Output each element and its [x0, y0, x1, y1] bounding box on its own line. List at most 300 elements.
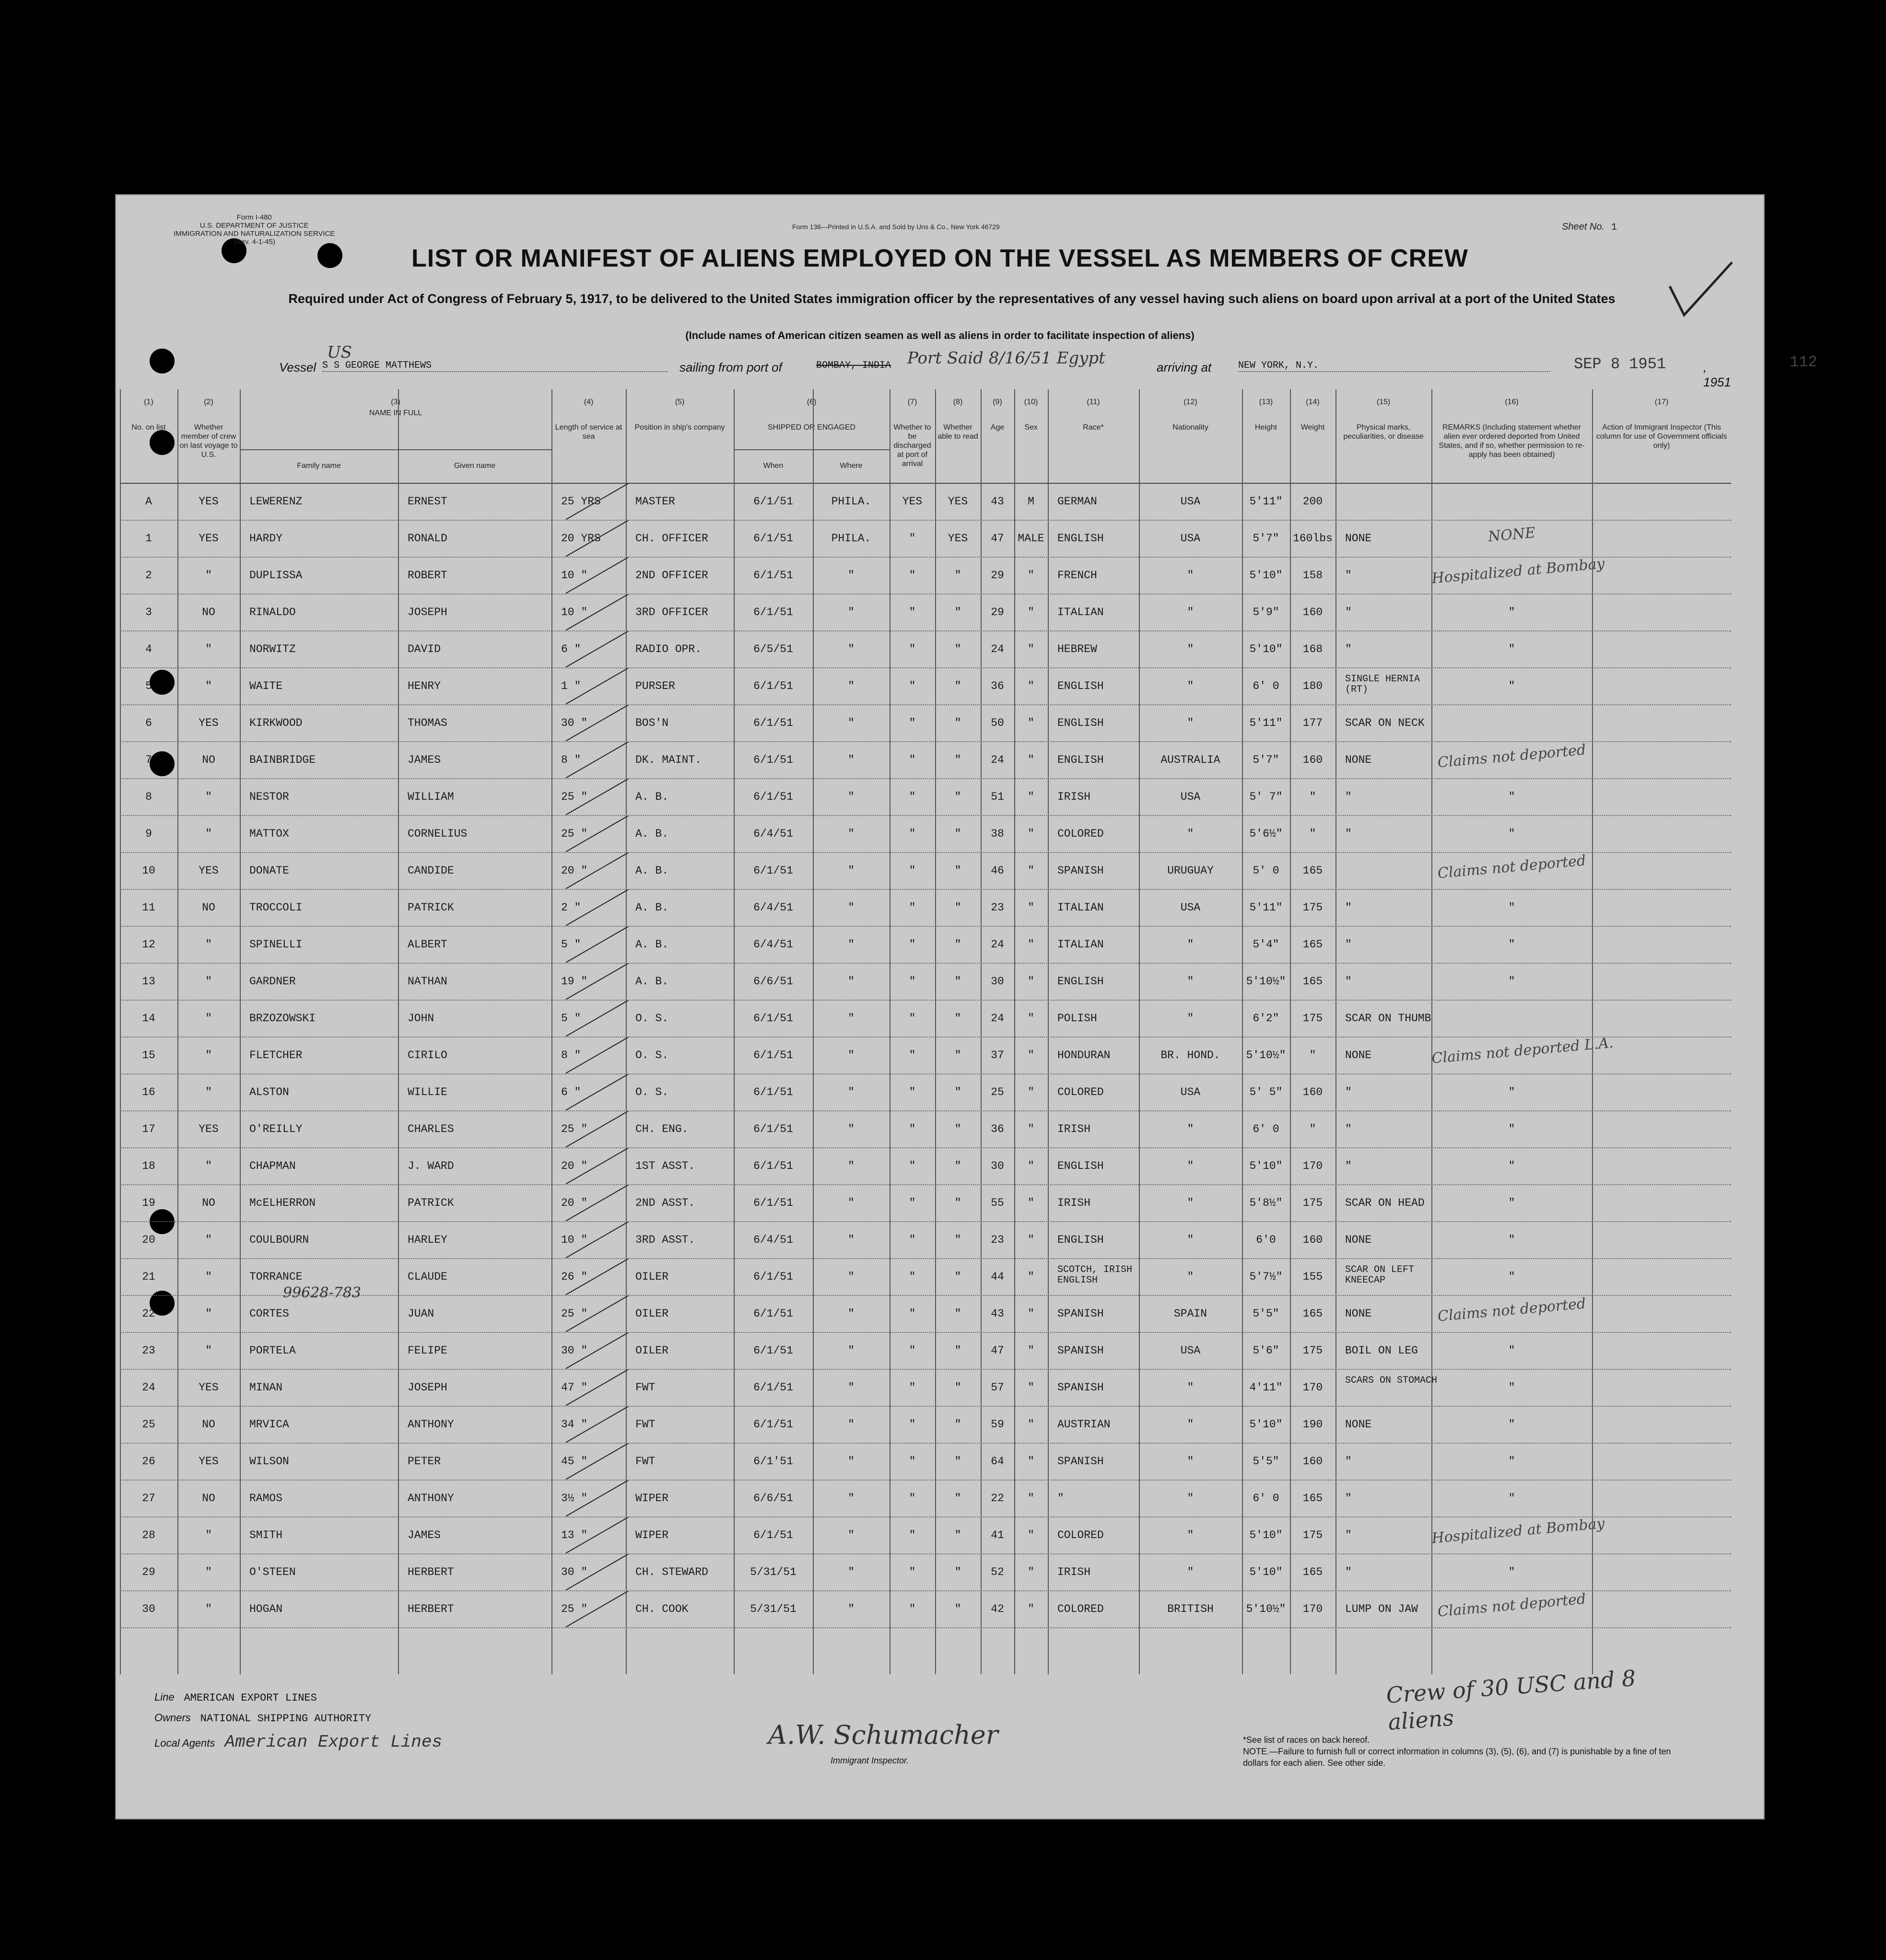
col-height-header: Height — [1254, 423, 1277, 432]
cell-sex: " — [1028, 791, 1034, 803]
cell-height: 5'5" — [1253, 1455, 1279, 1468]
cell-marks: SCAR ON HEAD — [1345, 1197, 1425, 1209]
sheet-number — [1562, 222, 1617, 233]
cell-family: TORRANCE — [249, 1271, 303, 1283]
cell-sex: " — [1028, 1566, 1034, 1578]
cell-race: COLORED — [1057, 828, 1104, 840]
cell-when: 6/1/51 — [753, 864, 793, 877]
cell-disch: " — [909, 1603, 916, 1615]
cell-remarks: Claims not deported — [1437, 741, 1587, 771]
cell-read: YES — [948, 495, 968, 508]
cell-remarks: Claims not deported — [1437, 1295, 1587, 1325]
cell-family: ALSTON — [249, 1086, 289, 1098]
cell-sex: " — [1028, 1381, 1034, 1394]
header-separator — [734, 449, 890, 450]
cell-prev: NO — [202, 606, 215, 618]
cell-service: 2 " — [561, 901, 581, 914]
cell-service: 45 " — [561, 1455, 588, 1468]
cell-height: 6' 0 — [1253, 1492, 1279, 1505]
cell-race: COLORED — [1057, 1529, 1104, 1541]
cell-family: NORWITZ — [249, 643, 296, 655]
cell-sex: " — [1028, 1049, 1034, 1062]
cell-family: DUPLISSA — [249, 569, 303, 582]
cell-when: 6/4/51 — [753, 828, 793, 840]
port-struck: BOMBAY, INDIA — [816, 360, 891, 371]
cell-family: SMITH — [249, 1529, 283, 1541]
cell-weight: " — [1309, 791, 1316, 803]
cell-height: 5'11" — [1249, 495, 1283, 508]
cell-disch: " — [909, 938, 916, 951]
cell-age: 23 — [991, 1234, 1004, 1246]
cell-where: " — [848, 1344, 855, 1357]
cell-service: 6 " — [561, 643, 581, 655]
cell-no: 13 — [142, 975, 155, 988]
table-row — [120, 1406, 1731, 1444]
table-row — [120, 1332, 1731, 1370]
sheet-value: 1 — [1611, 222, 1617, 233]
cell-height: 5'7½" — [1249, 1271, 1283, 1283]
table-row — [120, 594, 1731, 631]
cell-race: SPANISH — [1057, 864, 1104, 877]
table-row — [120, 1480, 1731, 1517]
cell-where: PHILA. — [831, 532, 871, 545]
cell-nat: USA — [1180, 532, 1201, 545]
sheet-label: Sheet No. — [1562, 222, 1605, 232]
cell-height: 5'10½" — [1246, 975, 1286, 988]
col-no-header: No. on list — [131, 423, 166, 432]
cell-weight: 175 — [1302, 1344, 1323, 1357]
cell-given: THOMAS — [408, 717, 447, 729]
owners-field — [154, 1712, 442, 1725]
cell-read: " — [954, 1566, 961, 1578]
cell-sex: " — [1028, 1234, 1034, 1246]
cell-remarks: " — [1508, 1086, 1515, 1098]
cell-given: ALBERT — [408, 938, 447, 951]
cell-height: 5' 7" — [1249, 791, 1283, 803]
cell-race: COLORED — [1057, 1086, 1104, 1098]
cell-weight: 190 — [1302, 1418, 1323, 1431]
cell-given: J. WARD — [408, 1160, 454, 1172]
cell-service: 8 " — [561, 754, 581, 766]
cell-age: 42 — [991, 1603, 1004, 1615]
cell-prev: NO — [202, 1197, 215, 1209]
cell-when: 6/1/51 — [753, 680, 793, 692]
cell-when: 6/1/51 — [753, 1381, 793, 1394]
cell-age: 47 — [991, 532, 1004, 545]
cell-age: 30 — [991, 975, 1004, 988]
cell-position: 2ND OFFICER — [635, 569, 708, 582]
col-where-header: Where — [840, 462, 863, 470]
cell-read: " — [954, 1603, 961, 1615]
table-row — [120, 1258, 1731, 1296]
cell-family: McELHERRON — [249, 1197, 316, 1209]
cell-age: 52 — [991, 1566, 1004, 1578]
cell-race: SPANISH — [1057, 1455, 1104, 1468]
col-marks-header: Physical marks, peculiarities, or disease — [1343, 423, 1424, 441]
cell-disch: " — [909, 1086, 916, 1098]
cell-disch: " — [909, 643, 916, 655]
cell-where: " — [848, 975, 855, 988]
cell-marks: NONE — [1345, 1418, 1372, 1431]
cell-given: ERNEST — [408, 495, 447, 508]
cell-prev: " — [205, 1234, 212, 1246]
cell-nat: BR. HOND. — [1160, 1049, 1220, 1062]
cell-given: RONALD — [408, 532, 447, 545]
cell-read: " — [954, 680, 961, 692]
sailing-label: sailing from port of — [679, 360, 782, 374]
cell-height: 5'6" — [1253, 1344, 1279, 1357]
col-given-name-header: Given name — [454, 462, 496, 470]
cell-sex: " — [1028, 938, 1034, 951]
table-row — [120, 1590, 1731, 1628]
cell-height: 5'10" — [1249, 643, 1283, 655]
cell-no: 20 — [142, 1234, 155, 1246]
table-row — [120, 1284, 1731, 1333]
table-header — [120, 389, 1731, 484]
cell-sex: " — [1028, 717, 1034, 729]
cell-read: " — [954, 1307, 961, 1320]
cell-given: HERBERT — [408, 1566, 454, 1578]
cell-age: 57 — [991, 1381, 1004, 1394]
cell-when: 6/1/51 — [753, 1271, 793, 1283]
cell-marks: " — [1345, 1492, 1352, 1505]
cell-service: 30 " — [561, 717, 588, 729]
cell-disch: " — [909, 1197, 916, 1209]
cell-sex: " — [1028, 1603, 1034, 1615]
cell-read: " — [954, 569, 961, 582]
cell-marks: SCARS ON STOMACH — [1345, 1375, 1438, 1386]
cell-given: CORNELIUS — [408, 828, 468, 840]
cell-prev: YES — [199, 864, 219, 877]
cell-position: A. B. — [635, 975, 669, 988]
column-number: (2) — [204, 398, 213, 406]
cell-age: 43 — [991, 1307, 1004, 1320]
cell-position: OILER — [635, 1344, 669, 1357]
cell-nat: USA — [1180, 495, 1201, 508]
cell-nat: " — [1187, 975, 1194, 988]
cell-given: ANTHONY — [408, 1492, 454, 1505]
column-number: (6) — [807, 398, 817, 406]
cell-race: SCOTCH, IRISH ENGLISH — [1057, 1264, 1133, 1286]
cell-family: WAITE — [249, 680, 283, 692]
cell-sex: " — [1028, 1455, 1034, 1468]
cell-nat: " — [1187, 1492, 1194, 1505]
cell-service: 26 " — [561, 1271, 588, 1283]
cell-sex: " — [1028, 569, 1034, 582]
cell-weight: 170 — [1302, 1160, 1323, 1172]
cell-prev: " — [205, 791, 212, 803]
cell-nat: USA — [1180, 791, 1201, 803]
cell-marks: " — [1345, 791, 1352, 803]
cell-family: KIRKWOOD — [249, 717, 303, 729]
table-row — [120, 741, 1731, 779]
cell-when: 6/1/51 — [753, 717, 793, 729]
cell-no: 17 — [142, 1123, 155, 1135]
cell-read: " — [954, 1271, 961, 1283]
cell-weight: 165 — [1302, 1492, 1323, 1505]
cell-nat: " — [1187, 1381, 1194, 1394]
cell-when: 6/1/51 — [753, 1197, 793, 1209]
table-row — [120, 1110, 1731, 1148]
cell-sex: " — [1028, 901, 1034, 914]
cell-disch: " — [909, 901, 916, 914]
cell-prev: " — [205, 1603, 212, 1615]
cell-marks: " — [1345, 1086, 1352, 1098]
cell-read: " — [954, 901, 961, 914]
cell-race: ENGLISH — [1057, 717, 1104, 729]
cell-marks: SCAR ON NECK — [1345, 717, 1425, 729]
cell-marks: LUMP ON JAW — [1345, 1603, 1418, 1615]
cell-disch: " — [909, 1160, 916, 1172]
cell-weight: 170 — [1302, 1603, 1323, 1615]
inspector-signature: A.W. Schumacher — [768, 1720, 998, 1750]
cell-race: ENGLISH — [1057, 532, 1104, 545]
col-discharged-header: Whether to be discharged at port of arrival — [893, 423, 931, 468]
cell-family: PORTELA — [249, 1344, 296, 1357]
cell-disch: " — [909, 1418, 916, 1431]
cell-race: IRISH — [1057, 791, 1091, 803]
table-row — [120, 889, 1731, 927]
cell-given: ANTHONY — [408, 1418, 454, 1431]
cell-age: 51 — [991, 791, 1004, 803]
cell-weight: 160lbs — [1293, 532, 1333, 545]
cell-read: " — [954, 1197, 961, 1209]
cell-weight: 155 — [1302, 1271, 1323, 1283]
cell-when: 5/31/51 — [750, 1603, 797, 1615]
cell-marks: SCAR ON THUMB — [1345, 1012, 1431, 1025]
cell-age: 22 — [991, 1492, 1004, 1505]
cell-read: " — [954, 1123, 961, 1135]
cell-age: 24 — [991, 1012, 1004, 1025]
cell-race: HONDURAN — [1057, 1049, 1111, 1062]
line-label: Line — [154, 1691, 175, 1703]
cell-where: " — [848, 680, 855, 692]
cell-remarks: " — [1508, 1492, 1515, 1505]
cell-prev: " — [205, 1086, 212, 1098]
cell-prev: " — [205, 1566, 212, 1578]
cell-race: " — [1057, 1492, 1064, 1505]
cell-position: O. S. — [635, 1086, 669, 1098]
cell-weight: 168 — [1302, 643, 1323, 655]
cell-where: " — [848, 901, 855, 914]
cell-no: 23 — [142, 1344, 155, 1357]
cell-service: 25 " — [561, 1123, 588, 1135]
cell-when: 6/4/51 — [753, 1234, 793, 1246]
cell-service: 20 " — [561, 864, 588, 877]
cell-no: 3 — [145, 606, 152, 618]
races-note: *See list of races on back hereof. — [1243, 1735, 1370, 1745]
cell-disch: " — [909, 1012, 916, 1025]
cell-where: " — [848, 1271, 855, 1283]
cell-family: HARDY — [249, 532, 283, 545]
cell-weight: 175 — [1302, 1197, 1323, 1209]
cell-age: 29 — [991, 569, 1004, 582]
cell-remarks: Claims not deported — [1437, 1590, 1587, 1621]
cell-family: COULBOURN — [249, 1234, 309, 1246]
cell-nat: " — [1187, 1012, 1194, 1025]
cell-where: " — [848, 1160, 855, 1172]
cell-age: 24 — [991, 643, 1004, 655]
manifest-sheet — [115, 194, 1817, 1820]
cell-read: " — [954, 1381, 961, 1394]
cell-remarks: Claims not deported — [1437, 852, 1587, 882]
cell-height: 5'10½" — [1246, 1603, 1286, 1615]
cell-sex: " — [1028, 643, 1034, 655]
cell-race: ENGLISH — [1057, 1160, 1104, 1172]
cell-no: 9 — [145, 828, 152, 840]
cell-height: 6' 0 — [1253, 680, 1279, 692]
cell-weight: 160 — [1302, 1455, 1323, 1468]
crew-count-note: Crew of 30 USC and 8 aliens — [1385, 1665, 1637, 1735]
cell-height: 5'10" — [1249, 1529, 1283, 1541]
cell-remarks: " — [1508, 606, 1515, 618]
page-reference: 112 — [1790, 353, 1817, 371]
cell-race: IRISH — [1057, 1123, 1091, 1135]
cell-sex: " — [1028, 1344, 1034, 1357]
cell-sex: " — [1028, 1197, 1034, 1209]
cell-service: 25 YRS — [561, 495, 601, 508]
cell-marks: NONE — [1345, 754, 1372, 766]
cell-nat: " — [1187, 828, 1194, 840]
cell-disch: " — [909, 1123, 916, 1135]
cell-sex: " — [1028, 1271, 1034, 1283]
table-row — [120, 852, 1731, 890]
cell-disch: " — [909, 1049, 916, 1062]
cell-disch: " — [909, 864, 916, 877]
cell-where: " — [848, 864, 855, 877]
table-row — [120, 1553, 1731, 1591]
cell-disch: " — [909, 1234, 916, 1246]
port-handwritten: Port Said 8/16/51 Egypt — [907, 349, 1105, 368]
cell-no: 25 — [142, 1418, 155, 1431]
cell-service: 5 " — [561, 1012, 581, 1025]
cell-given: JOHN — [408, 1012, 434, 1025]
column-number: (17) — [1654, 398, 1669, 406]
cell-read: " — [954, 1160, 961, 1172]
cell-when: 6/5/51 — [753, 643, 793, 655]
cell-sex: " — [1028, 1418, 1034, 1431]
cell-height: 5'7" — [1253, 532, 1279, 545]
cell-prev: " — [205, 1344, 212, 1357]
cell-read: " — [954, 754, 961, 766]
cell-when: 6/1/51 — [753, 754, 793, 766]
cell-weight: 160 — [1302, 1086, 1323, 1098]
cell-position: BOS'N — [635, 717, 669, 729]
cell-given: FELIPE — [408, 1344, 447, 1357]
cell-where: " — [848, 1123, 855, 1135]
cell-disch: " — [909, 680, 916, 692]
cell-position: WIPER — [635, 1492, 669, 1505]
column-number: (1) — [144, 398, 153, 406]
cell-race: ENGLISH — [1057, 680, 1104, 692]
cell-nat: " — [1187, 1197, 1194, 1209]
cell-remarks: " — [1508, 1271, 1515, 1283]
cell-position: 3RD ASST. — [635, 1234, 695, 1246]
cell-when: 6/6/51 — [753, 975, 793, 988]
cell-position: DK. MAINT. — [635, 754, 702, 766]
cell-nat: " — [1187, 938, 1194, 951]
cell-remarks: " — [1508, 1123, 1515, 1135]
column-number: (11) — [1087, 398, 1100, 406]
cell-disch: " — [909, 754, 916, 766]
cell-where: " — [848, 1197, 855, 1209]
cell-read: " — [954, 1492, 961, 1505]
cell-nat: " — [1187, 1234, 1194, 1246]
cell-given: CHARLES — [408, 1123, 454, 1135]
cell-where: " — [848, 791, 855, 803]
cell-service: 13 " — [561, 1529, 588, 1541]
cell-family: MRVICA — [249, 1418, 289, 1431]
cell-prev: " — [205, 828, 212, 840]
cell-where: " — [848, 1418, 855, 1431]
include-note: (Include names of American citizen seamen as well as aliens in order to facilitate inspection of aliens) — [685, 329, 1195, 341]
column-number: (13) — [1259, 398, 1273, 406]
cell-height: 6' 0 — [1253, 1123, 1279, 1135]
cell-when: 6/1/51 — [753, 569, 793, 582]
cell-family: RINALDO — [249, 606, 296, 618]
cell-remarks: " — [1508, 975, 1515, 988]
cell-remarks: " — [1508, 1455, 1515, 1468]
cell-age: 36 — [991, 680, 1004, 692]
cell-service: 25 " — [561, 828, 588, 840]
cell-no: 18 — [142, 1160, 155, 1172]
cell-disch: " — [909, 1271, 916, 1283]
cell-when: 6/1/51 — [753, 1418, 793, 1431]
cell-age: 37 — [991, 1049, 1004, 1062]
cell-service: 10 " — [561, 569, 588, 582]
cell-position: A. B. — [635, 901, 669, 914]
cell-no: 2 — [145, 569, 152, 582]
cell-age: 38 — [991, 828, 1004, 840]
cell-family: CHAPMAN — [249, 1160, 296, 1172]
cell-when: 6/1/51 — [753, 1012, 793, 1025]
cell-sex: " — [1028, 1123, 1034, 1135]
cell-disch: " — [909, 1307, 916, 1320]
cell-no: 29 — [142, 1566, 155, 1578]
cell-no: 26 — [142, 1455, 155, 1468]
cell-where: " — [848, 1086, 855, 1098]
col-weight-header: Weight — [1300, 423, 1325, 432]
cell-no: A — [145, 495, 152, 508]
cell-given: DAVID — [408, 643, 441, 655]
cell-disch: " — [909, 1381, 916, 1394]
cell-nat: USA — [1180, 901, 1201, 914]
cell-weight: 165 — [1302, 938, 1323, 951]
cell-family: MATTOX — [249, 828, 289, 840]
cell-nat: " — [1187, 1123, 1194, 1135]
cell-when: 6/4/51 — [753, 901, 793, 914]
cell-sex: " — [1028, 1307, 1034, 1320]
cell-disch: " — [909, 1492, 916, 1505]
cell-height: 5'10½" — [1246, 1049, 1286, 1062]
table-row — [120, 630, 1731, 668]
cell-position: 3RD OFFICER — [635, 606, 708, 618]
owners-label: Owners — [154, 1712, 191, 1724]
cell-prev: YES — [199, 1381, 219, 1394]
vessel-label: Vessel — [279, 360, 316, 374]
table-row — [120, 815, 1731, 853]
table-row — [120, 1034, 1731, 1074]
cell-nat: " — [1187, 680, 1194, 692]
cell-prev: YES — [199, 1123, 219, 1135]
cell-marks: SINGLE HERNIA (RT) — [1345, 674, 1420, 695]
cell-read: " — [954, 1234, 961, 1246]
cell-weight: 165 — [1302, 864, 1323, 877]
cell-service: 10 " — [561, 1234, 588, 1246]
cell-when: 6/6/51 — [753, 1492, 793, 1505]
cell-family: DONATE — [249, 864, 289, 877]
cell-position: OILER — [635, 1307, 669, 1320]
